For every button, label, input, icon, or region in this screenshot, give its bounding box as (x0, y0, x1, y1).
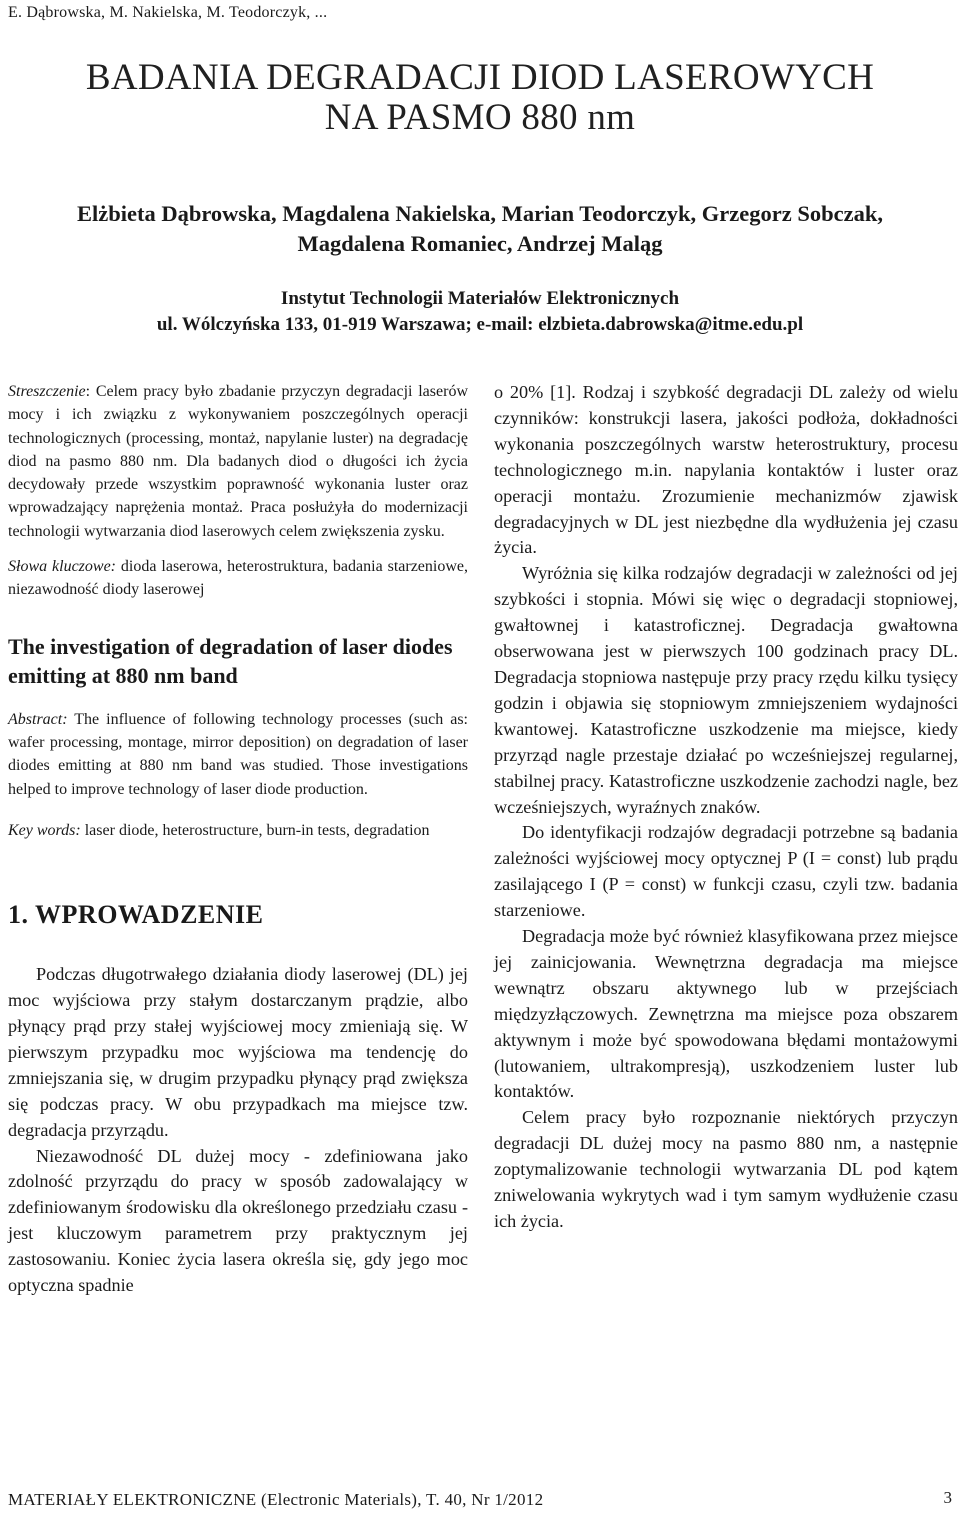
section-heading: 1. WPROWADZENIE (8, 900, 264, 930)
abstract-text: The influence of following technology processes (such as: wafer processing, montage, mirror deposition) on degradation of laser diodes emitting at 880 nm band was studied. Those investigations helped to improve technology of laser diode production. (8, 710, 468, 798)
left-paragraph-2: Niezawodność DL dużej mocy - zdefiniowana jako zdolność przyrządu do pracy w sposób zadowalający w zdefiniowanym środowisku dla określonego przedziału czasu - jest kluczowym parametrem przy praktycznym jej zastosowaniu. Koniec życia lasera określa się, gdy jego moc optyczna spadnie (8, 1145, 468, 1296)
abstract (8, 708, 468, 801)
authors-line-2: Magdalena Romaniec, Andrzej Maląg (297, 231, 663, 256)
right-paragraph-1: o 20% [1]. Rodzaj i szybkość degradacji DL zależy od wielu czynników: konstrukcji lasera, jakości podłoża, dokładności wykonania poszczególnych warstw heterostruktury, procesu technologicznego m.in. napylania kontaktów i luster oraz operacji montażu. Zrozumienie mechanizmów zjawisk degradacyjnych w DL jest niezbędne dla wydłużenia jej czasu życia. (494, 382, 958, 558)
left-paragraph-1: Podczas długotrwałego działania diody laserowej (DL) jej moc wyjściowa przy stałym dostarczanym prądzie, albo płynący prąd przy stałej wyjściowej mocy zmieniają się. W pierwszym przypadku moc wyjściowa ma tendencję do zmniejszania się, w drugim przypadku płynący prąd zwiększa się podczas pracy. W obu przypadkach ma miejsce tzw. degradacja przyrządu. (8, 964, 468, 1140)
right-paragraph-4: Degradacja może być również klasyfikowana przez miejsce jej zainicjowania. Wewnętrzna degradacja ma miejsce wewnątrz obszaru aktywnego lub w przejściach międzyzłączowych. Zewnętrzna ma miejsce poza obszarem aktywnym i może być spowodowana błędami montażowymi (lutowaniem, ultrakompresją), uszkodzeniem luster lub kontaktów. (494, 926, 958, 1102)
slowa-kluczowe-label: Słowa kluczowe: (8, 558, 117, 576)
right-paragraph-5: Celem pracy było rozpoznanie niektórych przyczyn degradacji DL dużej mocy na pasmo 880 nm, a następnie zoptymalizowanie technologii wytwarzania DL pod kątem zniwelowania wykrytych wad i tym samym wydłużenie czasu ich życia. (494, 1107, 958, 1231)
running-head: E. Dąbrowska, M. Nakielska, M. Teodorczyk, ... (8, 4, 328, 21)
english-title: The investigation of degradation of laser diodes emitting at 880 nm band (8, 633, 453, 688)
authors-line-1: Elżbieta Dąbrowska, Magdalena Nakielska, Marian Teodorczyk, Grzegorz Sobczak, (76, 201, 884, 226)
authors (0, 199, 960, 259)
right-column (494, 380, 958, 1235)
key-words-label: Key words: (8, 821, 81, 839)
streszczenie (8, 380, 468, 543)
streszczenie-text: : Celem pracy było zbadanie przyczyn degradacji laserów mocy i ich związku z wykonywaniem poszczególnych operacji technologicznych (processing, montaż, napylanie luster) na degradację diod na pasmo 880 nm. Dla badanych diod o długości ich życia decydowały przede wszystkim poprawność wykonania luster oraz wprowadzający naprężenia montaż. Praca posłużyła do modernizacji technologii wytwarzania diod laserowych celem zwiększenia zysku. (8, 383, 468, 540)
slowa-kluczowe-text: dioda laserowa, heterostruktura, badania starzeniowe, niezawodność diody laserowej (8, 558, 468, 599)
key-words (8, 819, 468, 842)
affiliation-line-1: Instytut Technologii Materiałów Elektronicznych (280, 288, 680, 309)
paper-title (0, 58, 960, 138)
affiliation-line-2: ul. Wólczyńska 133, 01-919 Warszawa; e-mail: elzbieta.dabrowska@itme.edu.pl (156, 314, 804, 335)
page-number: 3 (943, 1488, 952, 1507)
paper-title-line-2: NA PASMO 880 nm (324, 97, 636, 138)
right-paragraph-3: Do identyfikacji rodzajów degradacji potrzebne są badania zależności wyjściowej mocy optycznej P (I = const) lub prądu zasilającego I (P = const) w funkcji czasu, czyli tzw. badania starzeniowe. (494, 822, 958, 921)
journal-footer: MATERIAŁY ELEKTRONICZNE (Electronic Materials), T. 40, Nr 1/2012 (8, 1490, 544, 1509)
slowa-kluczowe (8, 555, 468, 602)
streszczenie-label: Streszczenie (8, 383, 86, 400)
left-column (8, 380, 468, 1299)
abstract-label: Abstract: (8, 710, 68, 728)
key-words-text: laser diode, heterostructure, burn-in tests, degradation (80, 821, 430, 839)
affiliation (0, 286, 960, 338)
right-paragraph-2: Wyróżnia się kilka rodzajów degradacji w zależności od jej szybkości i stopnia. Mówi się więc o degradacji stopniowej, gwałtownej i katastroficznej. Degradacja gwałtowna obserwowana jest w pierwszych 100 godzinach pracy DL. Degradacja stopniowa następuje przy pracy rzędu kilku tysięcy godzin i objawia się stopniowym zmniejszeniem wydajności kwantowej. Katastroficzne uszkodzenie ma miejsce, kiedy przyrząd nagle przestaje działać po wcześniejszej regularnej, stabilnej pracy. Katastroficzne uszkodzenie zachodzi nagle, bez wcześniejszych, wyraźnych znaków. (494, 563, 958, 817)
paper-title-line-1: BADANIA DEGRADACJI DIOD LASEROWYCH (85, 57, 875, 98)
